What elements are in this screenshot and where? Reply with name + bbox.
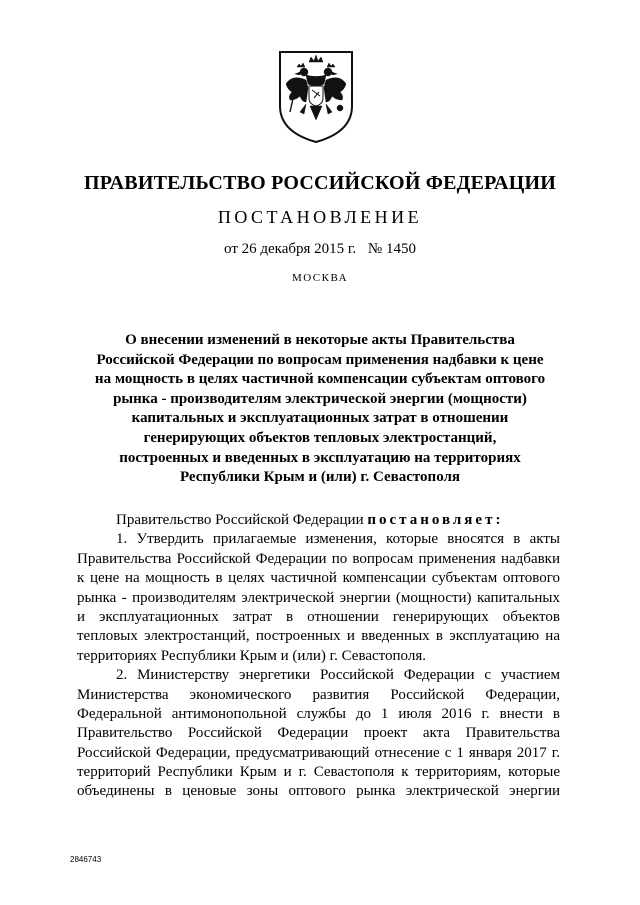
subject-line: Республики Крым и (или) г. Севастополя	[179, 469, 461, 486]
number-sign: №	[367, 241, 383, 257]
subject-line: построенных и введенных в эксплуатацию на территориях	[119, 449, 521, 466]
subject-line: на мощность в целях частичной компенсации субъектам оптового	[94, 371, 546, 388]
coat-of-arms-icon	[276, 48, 356, 144]
paragraph-1-line: Правительства Российской Федерации по вопросам применения надбавки	[77, 550, 560, 567]
subject-line: Российской Федерации по вопросам применения надбавки к цене	[96, 351, 544, 368]
paragraph-2-line: Федеральной антимонопольной службы до 1 июля 2016 г. внести в	[77, 705, 560, 722]
intro-prefix: Правительство Российской Федерации	[116, 512, 364, 528]
paragraph-1-line: к цене на мощность в целях частичной компенсации субъектам оптового	[77, 570, 560, 587]
decree-word: постановляет:	[367, 512, 504, 528]
document-subject	[80, 331, 560, 488]
intro-line	[77, 511, 560, 530]
paragraph-1-line: и эксплуатационных затрат в отношении генерирующих объектов	[77, 608, 560, 625]
subject-line: рынка - производителям электрической энергии (мощности)	[113, 390, 527, 407]
subject-line: О внесении изменений в некоторые акты Правительства	[125, 332, 515, 348]
document-number: 1450	[385, 241, 416, 257]
paragraph-1-line: территориях Республики Крым и (или) г. Севастополя.	[77, 647, 426, 664]
paragraph-2-line: территорий Республики Крым и г. Севастополя к территориям, которые	[77, 764, 560, 781]
paragraph-2-line: Правительство Российской Федерации проект акта Правительства	[77, 725, 560, 742]
document-date: от 26 декабря 2015 г.	[224, 241, 357, 257]
paragraph-1-line: тепловых электростанций, построенных и введенных в эксплуатацию на	[77, 628, 560, 645]
document-type: ПОСТАНОВЛЕНИЕ	[217, 207, 423, 227]
paragraph-1-line: 1. Утвердить прилагаемые изменения, которые вносятся в акты	[116, 531, 560, 548]
subject-line: генерирующих объектов тепловых электростанций,	[143, 429, 497, 446]
date-number-line	[0, 241, 640, 258]
paragraph-2-line: объединены в ценовые зоны оптового рынка электрической энергии	[77, 783, 560, 800]
paragraph-2-line: 2. Министерству энергетики Российской Федерации с участием	[116, 667, 560, 684]
subject-line: капитальных и эксплуатационных затрат в отношении	[131, 410, 509, 427]
government-title: ПРАВИТЕЛЬСТВО РОССИЙСКОЙ ФЕДЕРАЦИИ	[84, 172, 556, 194]
paragraph-2-line: Российской Федерации, предусматривающий отнесение с 1 января 2017 г.	[77, 744, 560, 761]
city-name: МОСКВА	[291, 272, 349, 284]
footer-document-code: 2846743	[70, 855, 102, 864]
document-body	[77, 511, 560, 802]
paragraph-1-line: рынка - производителям электрической энергии (мощности) капитальных	[77, 589, 560, 606]
paragraph-2-line: Министерства экономического развития Российской Федерации,	[77, 686, 560, 703]
